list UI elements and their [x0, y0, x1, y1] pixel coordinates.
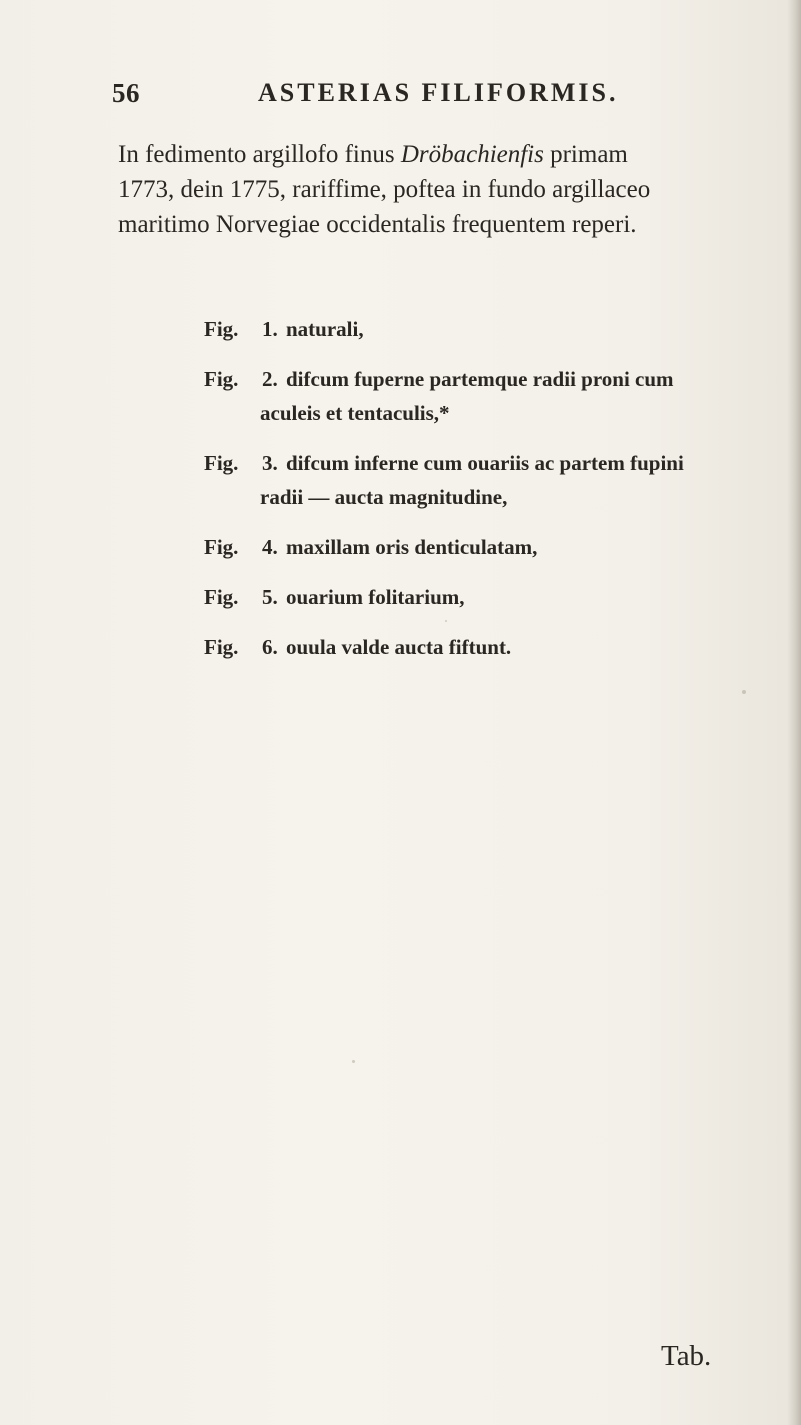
intro-line-1 [118, 137, 758, 172]
figure-description: naturali, [286, 317, 364, 341]
catchword: Tab. [661, 1340, 712, 1372]
paper-speck [445, 620, 447, 622]
figure-number: 5. [262, 585, 278, 609]
figure-entry-5 [204, 580, 774, 614]
figure-number: 3. [262, 451, 278, 475]
figure-label: Fig. [204, 367, 239, 391]
figure-description: difcum fuperne partemque radii proni cum [286, 367, 674, 391]
figure-description-continued: radii — aucta magnitudine, [260, 485, 508, 509]
figure-list [204, 312, 774, 680]
figure-number: 2. [262, 367, 278, 391]
figure-description: maxillam oris denticulatam, [286, 535, 538, 559]
figure-number: 1. [262, 317, 278, 341]
intro-line-1-post: primam [543, 141, 628, 168]
figure-label: Fig. [204, 535, 239, 559]
intro-paragraph [118, 137, 758, 242]
figure-entry-6 [204, 630, 774, 664]
running-title: ASTERIAS FILIFORMIS. [258, 78, 619, 107]
intro-line-2: 1773, dein 1775, rariffime, poftea in fundo argillaceo [118, 176, 651, 203]
page-edge-shadow [787, 0, 801, 1425]
figure-label: Fig. [204, 317, 239, 341]
figure-entry-2 [204, 362, 774, 430]
figure-description: difcum inferne cum ouariis ac partem fupini [286, 451, 684, 475]
figure-description-continued: aculeis et tentaculis,* [260, 401, 450, 425]
figure-entry-3 [204, 446, 774, 514]
paper-speck [352, 1060, 355, 1063]
species-name: Dröbachienfis [400, 141, 544, 168]
intro-line-3: maritimo Norvegiae occidentalis frequentem reperi. [118, 211, 637, 238]
figure-label: Fig. [204, 635, 239, 659]
intro-line-1-pre: In fedimento argillofo finus [118, 141, 401, 168]
figure-number: 6. [262, 635, 278, 659]
figure-description: ouarium folitarium, [286, 585, 465, 609]
paper-speck [742, 690, 746, 694]
figure-label: Fig. [204, 585, 239, 609]
page-number: 56 [112, 78, 140, 108]
figure-entry-4 [204, 530, 774, 564]
figure-entry-1 [204, 312, 774, 346]
page-header [112, 78, 632, 114]
figure-label: Fig. [204, 451, 239, 475]
figure-description: ouula valde aucta fiftunt. [286, 635, 512, 659]
figure-number: 4. [262, 535, 278, 559]
